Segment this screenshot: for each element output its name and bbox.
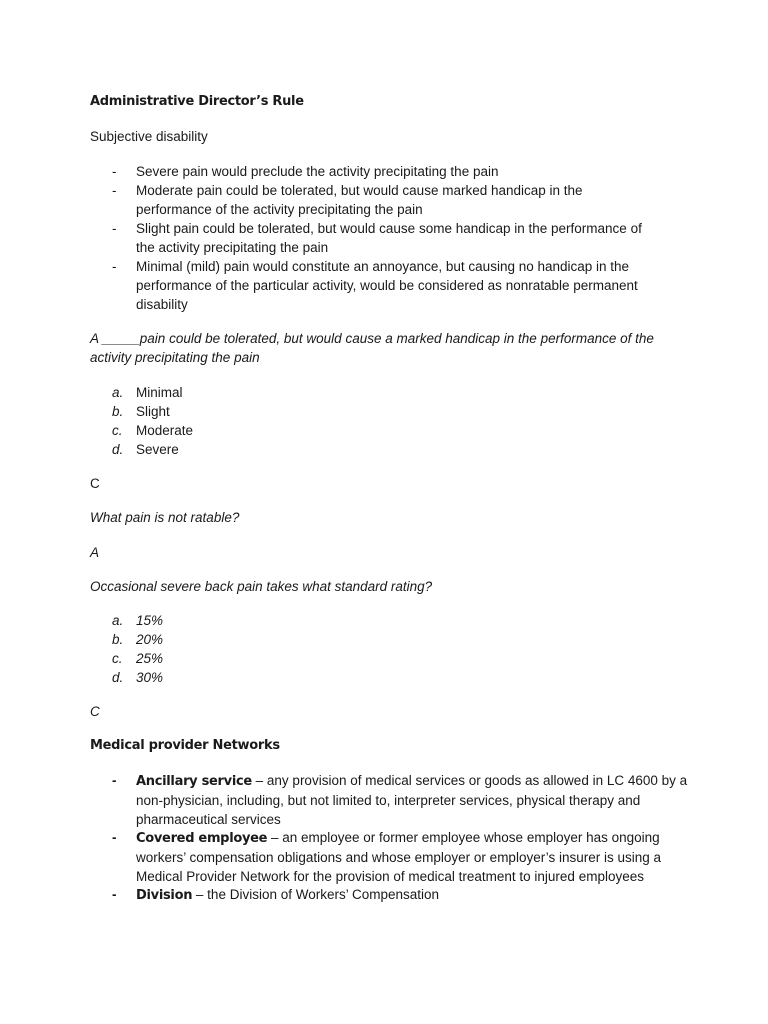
definition-line: workers’ compensation obligations and whose employer or employer’s insurer is using a — [136, 850, 662, 865]
definition-term: Covered employee — [136, 831, 268, 846]
subheading-subjective-disability: Subjective disability — [90, 129, 208, 144]
section-heading-medical-provider-networks: Medical provider Networks — [90, 738, 280, 753]
definition-term: Ancillary service — [136, 774, 252, 789]
option-letter: d. — [112, 670, 124, 685]
question-line: A _____pain could be tolerated, but would cause a marked handicap in the performance of the — [90, 331, 654, 346]
section-heading-administrative-directors-rule: Administrative Director’s Rule — [90, 94, 304, 109]
definition-text: – an employee or former employee whose employer has ongoing — [267, 830, 660, 845]
list-item-line: disability — [136, 297, 188, 312]
question-2: What pain is not ratable? — [90, 510, 240, 525]
option-text: 20% — [136, 632, 164, 647]
question-1 — [90, 329, 654, 367]
option-letter: c. — [112, 651, 123, 666]
definition-term: Division — [136, 888, 193, 903]
dash-bullet: - — [112, 221, 117, 236]
definition-text: – the Division of Workers’ Compensation — [192, 887, 440, 902]
dash-bullet: - — [112, 183, 117, 198]
list-item-line: Severe pain would preclude the activity precipitating the pain — [136, 164, 499, 179]
question-line: activity precipitating the pain — [90, 350, 260, 365]
definition-line: pharmaceutical services — [136, 812, 281, 827]
dash-bullet: - — [112, 773, 117, 788]
definition-text: – any provision of medical services or goods as allowed in LC 4600 by a — [251, 773, 688, 788]
dash-bullet: - — [112, 887, 117, 902]
answer-2: A — [90, 545, 100, 560]
answer-3: C — [90, 704, 100, 719]
answer-1: C — [90, 476, 100, 491]
list-item-line: Moderate pain could be tolerated, but would cause marked handicap in the — [136, 183, 583, 198]
option-letter: b. — [112, 632, 124, 647]
dash-bullet: - — [112, 164, 117, 179]
list-item-line: performance of the activity precipitating the pain — [136, 202, 423, 217]
option-letter: b. — [112, 404, 124, 419]
option-text: 25% — [136, 651, 164, 666]
list-item-line: performance of the particular activity, would be considered as nonratable permanent — [136, 278, 638, 293]
option-letter: a. — [112, 385, 124, 400]
question-3: Occasional severe back pain takes what standard rating? — [90, 579, 433, 594]
option-text: Moderate — [136, 423, 194, 438]
option-letter: d. — [112, 442, 124, 457]
list-item-line: the activity precipitating the pain — [136, 240, 329, 255]
list-item-line: Minimal (mild) pain would constitute an annoyance, but causing no handicap in the — [136, 259, 630, 274]
dash-bullet: - — [112, 830, 117, 845]
dash-bullet: - — [112, 259, 117, 274]
option-text: Minimal — [136, 385, 183, 400]
option-text: Severe — [136, 442, 179, 457]
list-item-line: Slight pain could be tolerated, but would cause some handicap in the performance of — [136, 221, 642, 236]
option-letter: a. — [112, 613, 124, 628]
option-text: 15% — [136, 613, 164, 628]
option-text: Slight — [136, 404, 170, 419]
option-letter: c. — [112, 423, 123, 438]
option-text: 30% — [136, 670, 164, 685]
definition-line: Medical Provider Network for the provision of medical treatment to injured employees — [136, 869, 644, 884]
definition-line: non-physician, including, but not limited to, interpreter services, physical therapy and — [136, 793, 641, 808]
